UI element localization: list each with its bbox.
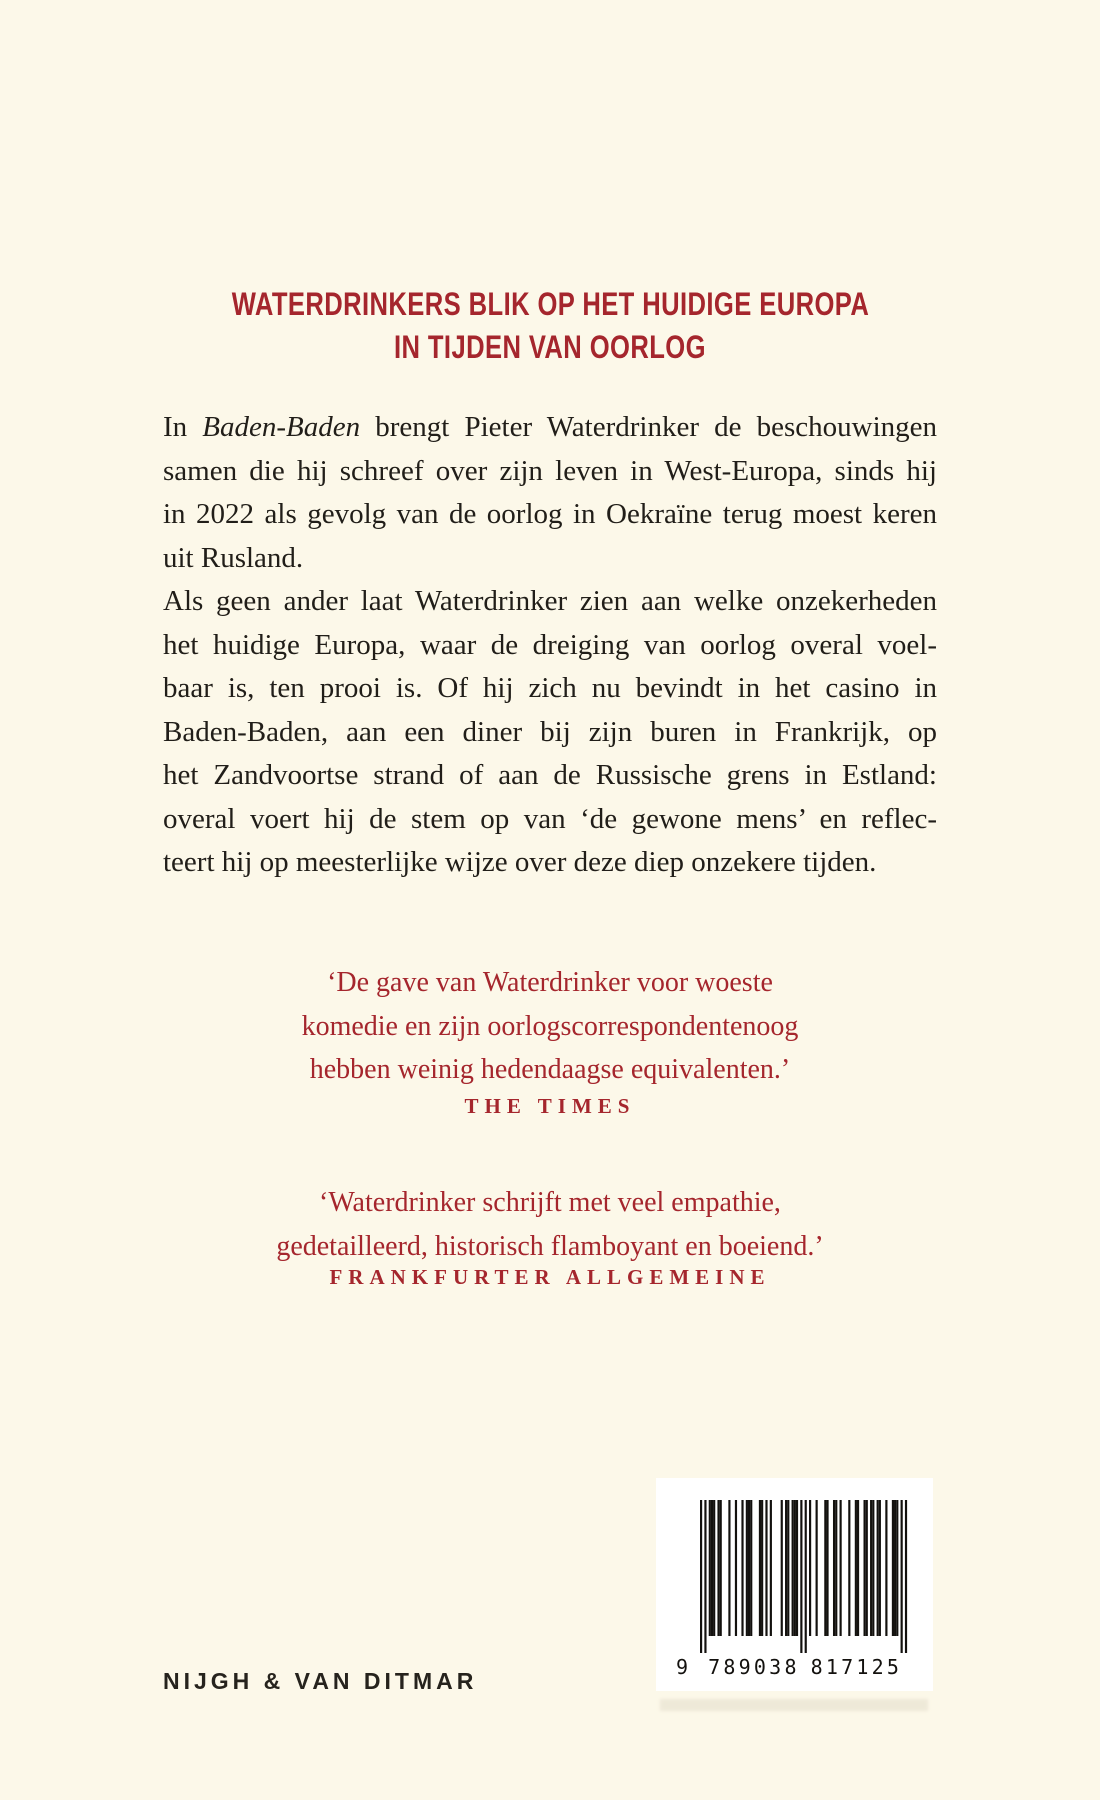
barcode-digit: 9 <box>738 1655 751 1679</box>
barcode-bar <box>785 1500 787 1636</box>
barcode-bar <box>713 1500 715 1636</box>
barcode-digit: 9 <box>675 1655 688 1679</box>
barcode-bar <box>872 1500 874 1636</box>
barcode-digit: 7 <box>841 1655 854 1679</box>
quote-line: hebben weinig hedendaagse equivalenten.’ <box>309 1054 791 1085</box>
barcode-bar <box>870 1500 872 1636</box>
quote-line: komedie en zijn oorlogscorrespondentenoog <box>301 1010 799 1042</box>
barcode-bar <box>717 1500 719 1636</box>
quote-line: gedetailleerd, historisch flamboyant en boeiend.’ <box>276 1230 824 1262</box>
barcode-bar <box>824 1500 826 1636</box>
body-text-line: Als geen ander laat Waterdrinker zien aan welke onzekerheden <box>163 585 937 617</box>
body-text-line: overal voert hij de stem op van ‘de gewone mens’ en reflec- <box>163 802 937 835</box>
barcode-bar <box>728 1500 730 1636</box>
barcode-bar <box>826 1500 828 1636</box>
barcode-digit: 1 <box>825 1655 838 1679</box>
barcode-bar <box>835 1500 837 1636</box>
barcode-bar <box>901 1500 903 1653</box>
barcode-digit: 3 <box>769 1655 782 1679</box>
body-text-line: teert hij op meesterlijke wijze over deze diep onzekere tijden. <box>163 846 877 878</box>
body-text-line: baar is, ten prooi is. Of hij zich nu bevindt in het casino in <box>163 672 937 704</box>
barcode-icon <box>656 1478 933 1691</box>
barcode-digit: 2 <box>871 1655 884 1679</box>
description-text <box>163 406 937 885</box>
barcode-bar <box>800 1500 802 1653</box>
quote-line: ‘Waterdrinker schrijft met veel empathie, <box>319 1187 781 1218</box>
barcode-bar <box>796 1500 798 1636</box>
body-text-line: uit Rusland. <box>163 541 304 574</box>
barcode-bar <box>896 1500 898 1636</box>
body-text-line: samen die hij schreef over zijn leven in West-Europa, sinds hij <box>163 454 937 487</box>
barcode-bar <box>741 1500 743 1636</box>
barcode-bar <box>792 1500 794 1636</box>
barcode-bar <box>700 1500 702 1653</box>
barcode-bar <box>709 1500 711 1636</box>
tagline-line-2 <box>0 326 1100 369</box>
barcode-bar <box>864 1500 866 1636</box>
barcode-digit: 8 <box>810 1655 823 1679</box>
publisher-name: NIJGH & VAN DITMAR <box>163 1668 478 1694</box>
barcode-bar <box>840 1500 842 1636</box>
barcode-digit: 7 <box>708 1655 721 1679</box>
barcode-digit: 8 <box>723 1655 736 1679</box>
barcode-bar <box>833 1500 835 1636</box>
barcode-bar <box>794 1500 796 1636</box>
barcode-bar <box>879 1500 881 1636</box>
body-text-line: In Baden-Baden brengt Pieter Waterdrinker de beschouwingen <box>163 411 937 443</box>
quote-line: ‘De gave van Waterdrinker voor woeste <box>327 967 773 998</box>
barcode-bar <box>746 1500 748 1636</box>
barcode-bar <box>816 1500 818 1636</box>
barcode-bar <box>809 1500 811 1636</box>
barcode-bar <box>877 1500 879 1636</box>
body-text-line: het Zandvoortse strand of aan de Russische grens in Estland: <box>163 759 937 791</box>
barcode-digit: 8 <box>784 1655 797 1679</box>
barcode-digit: 0 <box>753 1655 766 1679</box>
barcode-bar <box>711 1500 713 1636</box>
barcode-bar <box>885 1500 887 1636</box>
body-text-line: het huidige Europa, waar de dreiging van oorlog overal voel- <box>163 628 937 661</box>
barcode-digit: 1 <box>856 1655 869 1679</box>
barcode-bar <box>855 1500 857 1636</box>
tagline-line-1-text: WATERDRINKERS BLIK OP HET HUIDIGE EUROPA <box>231 286 869 322</box>
barcode-bar <box>848 1500 850 1636</box>
press-quote-frankfurter-allgemeine <box>163 1181 937 1268</box>
barcode-bar <box>781 1500 783 1636</box>
tagline-line-2-text: IN TIJDEN VAN OORLOG <box>394 329 706 365</box>
barcode-bar <box>765 1500 767 1636</box>
barcode-bar <box>735 1500 737 1636</box>
barcode-bar <box>894 1500 896 1636</box>
isbn-barcode <box>656 1478 933 1691</box>
quote-attribution-the-times: THE TIMES <box>464 1094 636 1118</box>
barcode-bar <box>892 1500 894 1636</box>
print-ghost-artifact <box>660 1699 928 1711</box>
barcode-bar <box>750 1500 752 1636</box>
body-text-line: Baden-Baden, aan een diner bij zijn buren in Frankrijk, op <box>163 715 937 748</box>
barcode-bar <box>857 1500 859 1636</box>
barcode-bar <box>866 1500 868 1636</box>
tagline-line-1 <box>0 283 1100 326</box>
press-quote-the-times <box>163 961 937 1092</box>
barcode-digit: 5 <box>886 1655 899 1679</box>
barcode-bar <box>704 1500 706 1653</box>
barcode-bar <box>748 1500 750 1636</box>
cover-tagline <box>0 283 1100 369</box>
barcode-bar <box>787 1500 789 1636</box>
barcode-bar <box>761 1500 763 1636</box>
barcode-bar <box>905 1500 907 1653</box>
barcode-bar <box>720 1500 722 1636</box>
barcode-bar <box>805 1500 807 1653</box>
quote-attribution-frankfurter-allgemeine: FRANKFURTER ALLGEMEINE <box>329 1265 771 1289</box>
barcode-bar <box>770 1500 772 1636</box>
barcode-bar <box>759 1500 761 1636</box>
body-text-line: in 2022 als gevolg van de oorlog in Oekraïne terug moest keren <box>163 498 937 530</box>
